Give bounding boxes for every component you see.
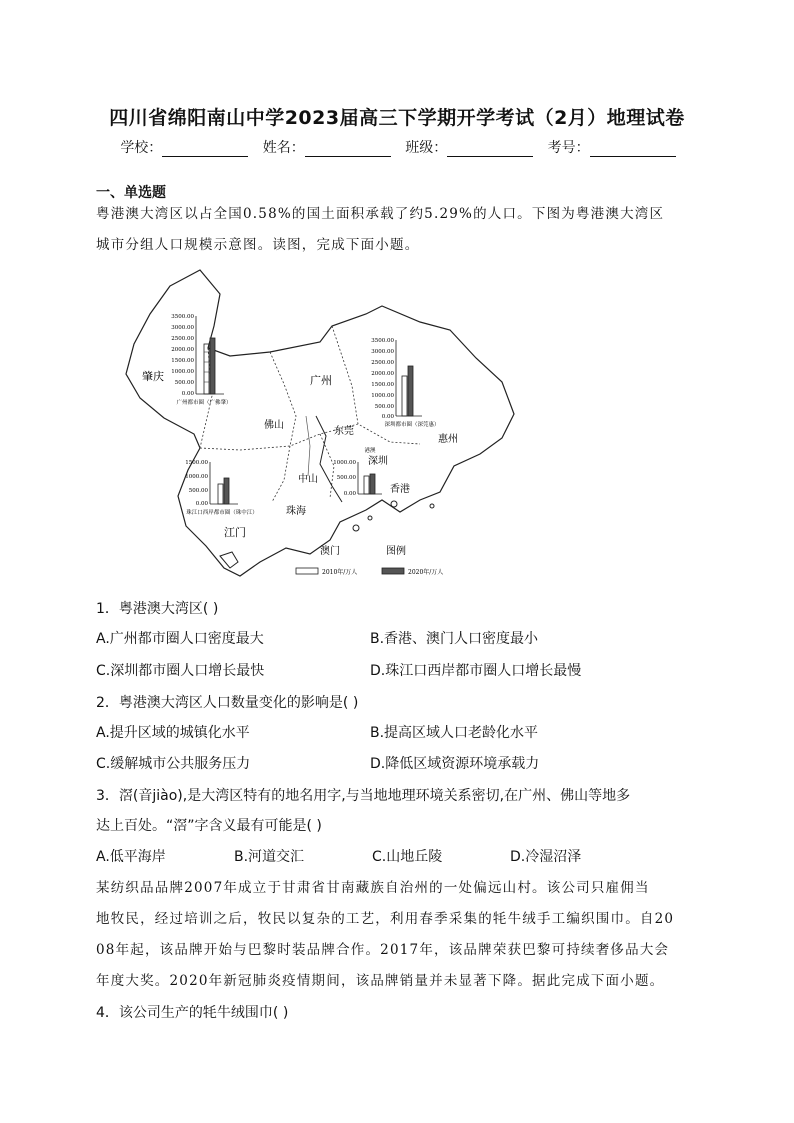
name-label: 姓名： bbox=[262, 140, 305, 156]
tick-label: 0.00 bbox=[195, 501, 208, 507]
q1-option-d[interactable]: D.珠江口西岸都市圈人口增长最慢 bbox=[370, 663, 582, 679]
region-label-zhuhai: 珠海 bbox=[286, 506, 306, 517]
region-label-zhaoqing: 肇庆 bbox=[142, 370, 164, 383]
id-blank[interactable] bbox=[590, 142, 676, 157]
q3-option-d[interactable]: D.冷湿沼泽 bbox=[510, 849, 582, 865]
question-1-stem: 1．粤港澳大湾区( ) bbox=[96, 601, 219, 617]
q1-option-c[interactable]: C.深圳都市圈人口增长最快 bbox=[96, 663, 265, 679]
tick-label: 1500.00 bbox=[185, 460, 208, 466]
bar-2010 bbox=[364, 476, 369, 494]
section-title: 一、单选题 bbox=[96, 185, 166, 201]
q3-option-b[interactable]: B.河道交汇 bbox=[234, 849, 305, 865]
tick-label: 500.00 bbox=[374, 404, 394, 410]
tick-label: 2500.00 bbox=[371, 360, 394, 366]
region-label-macao: 澳门 bbox=[320, 546, 340, 557]
chart-shenzhen-metro bbox=[371, 338, 439, 428]
intro2-line3: 08年起，该品牌开始与巴黎时装品牌合作。2017年，该品牌荣获巴黎可持续奢侈品大会 bbox=[96, 942, 670, 958]
island bbox=[430, 504, 434, 508]
region-label-hongkong: 香港 bbox=[390, 484, 410, 495]
q2-option-d[interactable]: D.降低区域资源环境承载力 bbox=[370, 756, 540, 772]
question-4-stem: 4．该公司生产的牦牛绒围巾( ) bbox=[96, 1005, 289, 1021]
island bbox=[391, 501, 397, 507]
island bbox=[368, 516, 372, 520]
tick-label: 3000.00 bbox=[371, 349, 394, 355]
legend-swatch-2010 bbox=[296, 568, 318, 574]
question-3-stem-line2: 达上百处。“滘”字含义最有可能是( ) bbox=[96, 818, 322, 834]
q2-option-b[interactable]: B.提高区域人口老龄化水平 bbox=[370, 725, 539, 741]
bar-2020 bbox=[408, 366, 413, 416]
tick-label: 500.00 bbox=[174, 380, 194, 386]
chart-hk-macao bbox=[333, 446, 382, 497]
tick-label: 2000.00 bbox=[371, 371, 394, 377]
bar-2020 bbox=[210, 338, 215, 394]
region-label-guangzhou: 广州 bbox=[310, 374, 332, 387]
tick-label: 3000.00 bbox=[171, 325, 194, 331]
bar-2020 bbox=[370, 474, 375, 494]
boundary-line bbox=[320, 434, 334, 498]
legend-label-2010: 2010年/万人 bbox=[322, 569, 358, 576]
tick-label: 3500.00 bbox=[171, 314, 194, 320]
question-3-stem-line1: 3．滘(音jiào),是大湾区特有的地名用字,与当地地理环境关系密切,在广州、佛山等地多 bbox=[96, 788, 631, 804]
tick-label: 3500.00 bbox=[371, 338, 394, 344]
name-blank[interactable] bbox=[305, 142, 391, 157]
tick-label: 2000.00 bbox=[171, 347, 194, 353]
bar-2010 bbox=[402, 376, 407, 416]
q3-option-c[interactable]: C.山地丘陵 bbox=[372, 849, 443, 865]
q2-option-a[interactable]: A.提升区域的城镇化水平 bbox=[96, 725, 250, 741]
tick-label: 1500.00 bbox=[171, 358, 194, 364]
intro-passage-1 bbox=[96, 199, 706, 261]
q3-option-a[interactable]: A.低平海岸 bbox=[96, 849, 166, 865]
school-blank[interactable] bbox=[162, 142, 248, 157]
intro2-line2: 地牧民，经过培训之后，牧民以复杂的工艺，利用春季采集的牦牛绒手工编织围巾。自20 bbox=[96, 911, 675, 927]
legend-label-2020: 2020年/万人 bbox=[408, 569, 444, 576]
tick-label: 2500.00 bbox=[171, 336, 194, 342]
intro-passage-2 bbox=[96, 873, 706, 997]
region-label-jiangmen: 江门 bbox=[224, 526, 246, 539]
map-legend bbox=[296, 568, 443, 576]
tick-label: 1500.00 bbox=[371, 382, 394, 388]
tick-label: 0.00 bbox=[381, 414, 394, 420]
tick-label: 500.00 bbox=[336, 475, 356, 481]
bar-2020 bbox=[224, 478, 229, 504]
intro2-line4: 年度大奖。2020年新冠肺炎疫情期间，该品牌销量并未显著下降。据此完成下面小题。 bbox=[96, 973, 665, 989]
school-label: 学校： bbox=[120, 140, 163, 156]
intro2-line1: 某纺织品品牌2007年成立于甘肃省甘南藏族自治州的一处偏远山村。该公司只雇佣当 bbox=[96, 880, 650, 896]
q1-option-b[interactable]: B.香港、澳门人口密度最小 bbox=[370, 631, 539, 647]
chart-group-label: 港澳 bbox=[364, 448, 376, 454]
bar-2010 bbox=[204, 344, 209, 394]
region-label-huizhou: 惠州 bbox=[438, 434, 458, 445]
q1-option-a[interactable]: A.广州都市圈人口密度最大 bbox=[96, 631, 264, 647]
tick-label: 1000.00 bbox=[333, 460, 356, 466]
bar-2010 bbox=[218, 484, 223, 504]
tick-label: 1000.00 bbox=[171, 369, 194, 375]
chart-guangzhou-metro bbox=[171, 314, 231, 406]
intro1-line1: 粤港澳大湾区以占全国0.58%的国土面积承载了约5.29%的人口。下图为粤港澳大湾区 bbox=[96, 206, 665, 222]
chart-westbank-metro bbox=[185, 460, 258, 516]
region-label-zhongshan: 中山 bbox=[298, 474, 318, 485]
river-line bbox=[306, 416, 310, 476]
region-label-shenzhen: 深圳 bbox=[368, 456, 388, 467]
page-title: 四川省绵阳南山中学2023届高三下学期开学考试（2月）地理试卷 bbox=[109, 107, 685, 129]
chart-group-label: 广州都市圈（广佛肇） bbox=[176, 400, 232, 406]
tick-label: 1000.00 bbox=[185, 474, 208, 480]
student-info-line bbox=[0, 137, 794, 157]
gba-population-map bbox=[120, 266, 540, 586]
intro1-line2: 城市分组人口规模示意图。读图，完成下面小题。 bbox=[96, 237, 420, 253]
class-label: 班级： bbox=[405, 140, 448, 156]
question-2-stem: 2．粤港澳大湾区人口数量变化的影响是( ) bbox=[96, 695, 359, 711]
tick-label: 500.00 bbox=[188, 488, 208, 494]
tick-label: 0.00 bbox=[181, 391, 194, 397]
class-blank[interactable] bbox=[447, 142, 533, 157]
legend-swatch-2020 bbox=[382, 568, 404, 574]
region-label-foshan: 佛山 bbox=[264, 420, 284, 431]
region-label-dongguan: 东莞 bbox=[334, 426, 354, 437]
chart-group-label: 珠江口西岸都市圈（珠中江） bbox=[186, 510, 258, 516]
q2-option-c[interactable]: C.缓解城市公共服务压力 bbox=[96, 756, 251, 772]
legend-title: 图例 bbox=[386, 546, 406, 557]
tick-label: 1000.00 bbox=[371, 393, 394, 399]
boundary-line bbox=[272, 446, 290, 502]
boundary-line bbox=[270, 352, 296, 446]
island bbox=[353, 525, 359, 531]
tick-label: 0.00 bbox=[343, 491, 356, 497]
chart-group-label: 深圳都市圈（深莞惠） bbox=[384, 422, 440, 428]
boundary-line bbox=[332, 326, 358, 424]
id-label: 考号： bbox=[547, 140, 590, 156]
